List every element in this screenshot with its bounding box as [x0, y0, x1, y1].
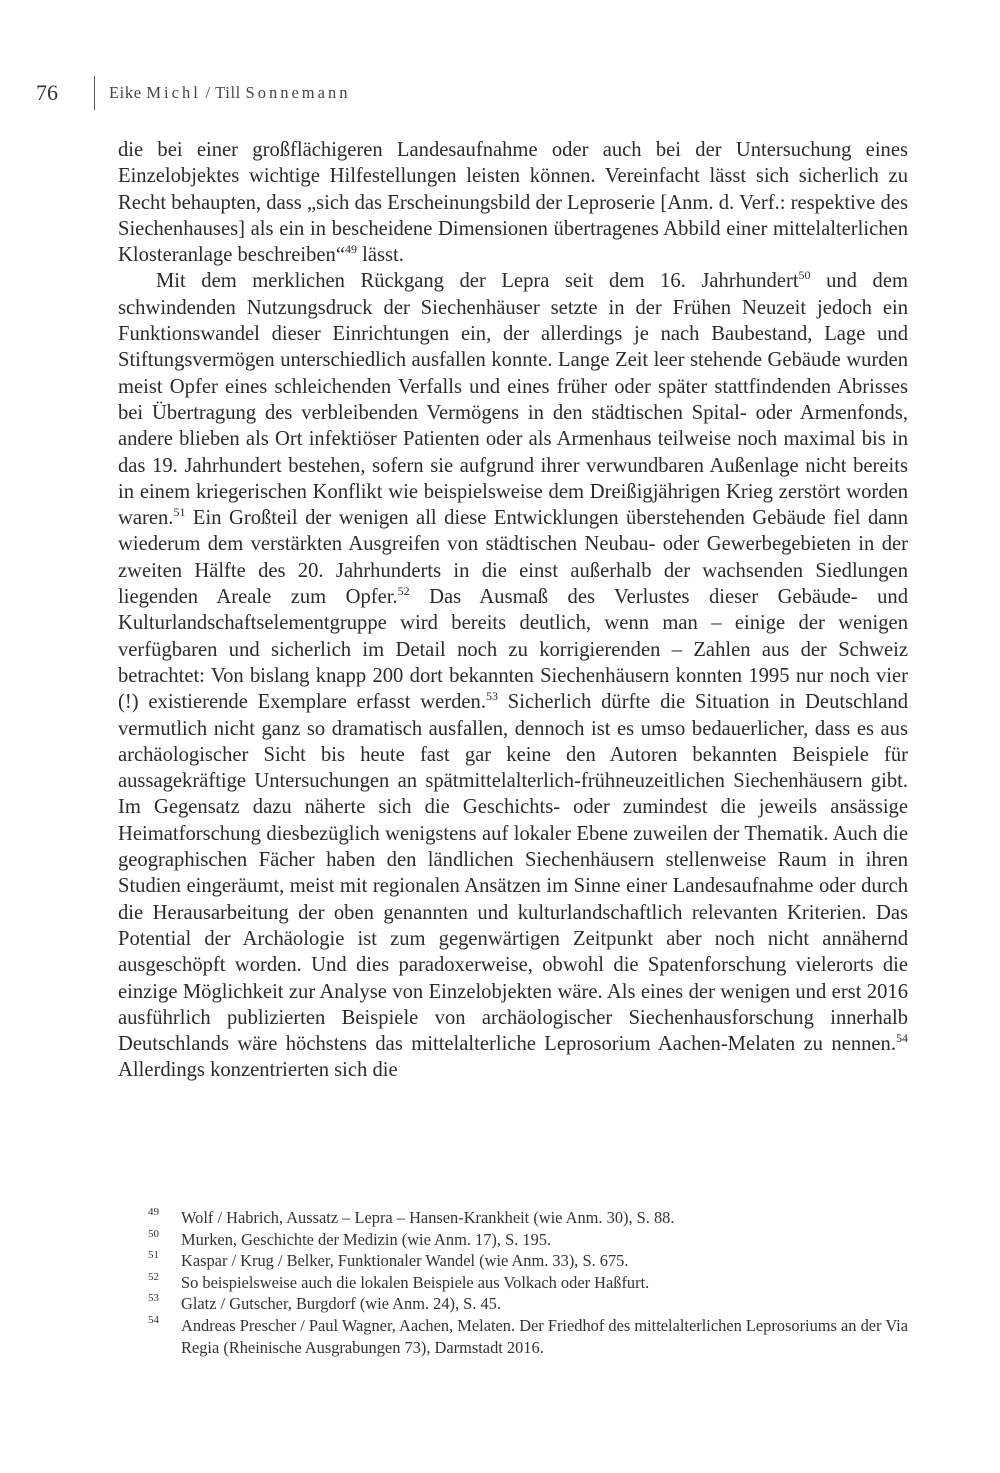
- footnote-ref-50: 50: [798, 268, 811, 283]
- footnote-ref-49: 49: [345, 242, 357, 257]
- paragraph-2: [118, 268, 908, 1083]
- author2-first-name: Till: [215, 83, 241, 102]
- text-run: Das Ausmaß des Verlustes dieser Gebäude- und Kulturlandschaftselementgruppe wird bereits deutlich, wenn man – einige der wenigen verfügbaren und sicherlich im Detail noch zu korrigierenden – Zahlen aus der Schweiz betrachtet: Von bislang knapp 200 dort bekannten Siechenhäusern konnten 1995 nur noch vier (!) existierende Exemplare erfasst werden.: [118, 586, 909, 714]
- text-run: und dem schwindenden Nutzungsdruck der Siechenhäuser setzte in der Frühen Neuzeit jedoch ein Funktionswandel dieser Einrichtungen ein, der allerdings je nach Baubestand, Lage und Stiftungsvermögen unterschiedlich ausfallen konnte. Lange Zeit leer stehende Gebäude wurden meist Opfer eines schleichenden Verfalls und eines früher oder später stattfindenden Abrisses bei Übertragung des verbleibenden Vermögens in den städtischen Spital- oder Armenfonds, andere blieben als Ort infektiöser Patienten oder als Armenhaus teilweise noch maximal bis in das 19. Jahrhundert bestehen, sofern sie aufgrund ihrer verwundbaren Außenlage nicht bereits in einem kriegerischen Konflikt wie beispielsweise dem Dreißigjährigen Krieg zerstört worden waren.: [118, 270, 908, 530]
- header-divider: [94, 76, 95, 110]
- footnote-text: Glatz / Gutscher, Burgdorf (wie Anm. 24), S. 45.: [181, 1294, 501, 1314]
- footnote-ref-52: 52: [397, 584, 410, 599]
- text-run: Allerdings konzentrierten sich die: [118, 1059, 398, 1082]
- footnote-ref-53: 53: [486, 689, 498, 704]
- footnote-number: 49: [148, 1206, 159, 1218]
- author2-last-name: Sonnemann: [245, 83, 351, 102]
- text-run: lässt.: [357, 244, 404, 267]
- author-separator: /: [205, 83, 211, 102]
- body-text: [118, 137, 908, 1084]
- footnote-number: 51: [148, 1249, 159, 1262]
- footnote-text: Andreas Prescher / Paul Wagner, Aachen, Melaten. Der Friedhof des mittelalterlichen Leprosoriums an der Via Regia (Rheinische Ausgrabungen 73), Darmstadt 2016.: [181, 1315, 908, 1357]
- footnote-text: So beispielsweise auch die lokalen Beispiele aus Volkach oder Haßfurt.: [181, 1272, 650, 1292]
- running-head: [109, 83, 350, 103]
- footnote-number: 53: [148, 1292, 159, 1305]
- paragraph-1: [118, 137, 908, 268]
- footnote-number: 54: [148, 1313, 159, 1326]
- footnote-text: Wolf / Habrich, Aussatz – Lepra – Hansen-Krankheit (wie Anm. 30), S. 88.: [181, 1208, 675, 1227]
- author1-first-name: Eike: [109, 83, 142, 102]
- footnote: [148, 1229, 908, 1251]
- page-header: [36, 78, 350, 108]
- text-run: die bei einer großflächigeren Landesaufnahme oder auch bei der Untersuchung eines Einzelobjektes wichtige Hilfestellungen leisten können. Vereinfacht lässt sich sicherlich zu Recht behaupten, dass „sich das Erscheinungsbild der Leproserie [Anm. d. Verf.: respektive des Siechenhauses] als ein in bescheidene Dimensionen übertragenes Abbild einer mittelalterlichen Klosteranlage beschreiben“: [118, 139, 908, 267]
- footnote: [148, 1293, 908, 1315]
- page-number: 76: [36, 80, 58, 105]
- footnote-ref-54: 54: [896, 1031, 908, 1046]
- text-run: Sicherlich dürfte die Situation in Deutschland vermutlich nicht ganz so dramatisch ausfallen, dennoch ist es umso bedauerlicher, dass es aus archäologischer Sicht bis heute fast gar keine den Autoren bekannten Beispiele für aussagekräftige Untersuchungen an spätmittelalterlich-frühneuzeitlichen Siechenhäusern gibt. Im Gegensatz dazu näherte sich die Geschichts- oder zumindest die jeweils ansässige Heimatforschung diesbezüglich wenigstens auf lokaler Ebene zuweilen der Thematik. Auch die geographischen Fächer haben den ländlichen Siechenhäusern stellenweise Raum in ihren Studien eingeräumt, meist mit regionalen Ansätzen im Sinne einer Landesaufnahme oder durch die Herausarbeitung der oben genannten und kulturlandschaftlich relevanten Kriterien. Das Potential der Archäologie ist zum gegenwärtigen Zeitpunkt aber noch nicht annähernd ausgeschöpft worden. Und dies paradoxerweise, obwohl die Spatenforschung vielerorts die einzige Möglichkeit zur Analyse von Einzelobjekten wäre. Als eines der wenigen und erst 2016 ausführlich publizierten Beispiele von archäologischer Siechenhausforschung innerhalb Deutschlands wäre höchstens das mittelalterliche Leprosorium Aachen-Melaten zu nennen.: [118, 691, 908, 1056]
- text-run: Ein Großteil der wenigen all diese Entwicklungen überstehenden Gebäude fiel dann wiederum dem verstärkten Ausgreifen von städtischen Neubau- oder Gewerbegebieten in der zweiten Hälfte des 20. Jahrhunderts in die einst außerhalb der wachsenden Siedlungen liegenden Areale zum Opfer.: [118, 507, 908, 609]
- footnote: [148, 1315, 908, 1358]
- footnote: [148, 1207, 908, 1229]
- footnote-text: Kaspar / Krug / Belker, Funktionaler Wandel (wie Anm. 33), S. 675.: [181, 1251, 629, 1271]
- text-run: Mit dem merklichen Rückgang der Lepra seit dem 16. Jahrhundert: [156, 270, 799, 293]
- footnote-number: 50: [148, 1227, 159, 1240]
- footnote-text: Murken, Geschichte der Medizin (wie Anm. 17), S. 195.: [181, 1229, 552, 1249]
- footnote-number: 52: [148, 1270, 159, 1283]
- author1-last-name: Michl: [146, 83, 201, 102]
- footnote: [148, 1250, 908, 1272]
- footnote-ref-51: 51: [173, 505, 186, 520]
- footnote: [148, 1272, 908, 1294]
- footnotes: [148, 1207, 908, 1358]
